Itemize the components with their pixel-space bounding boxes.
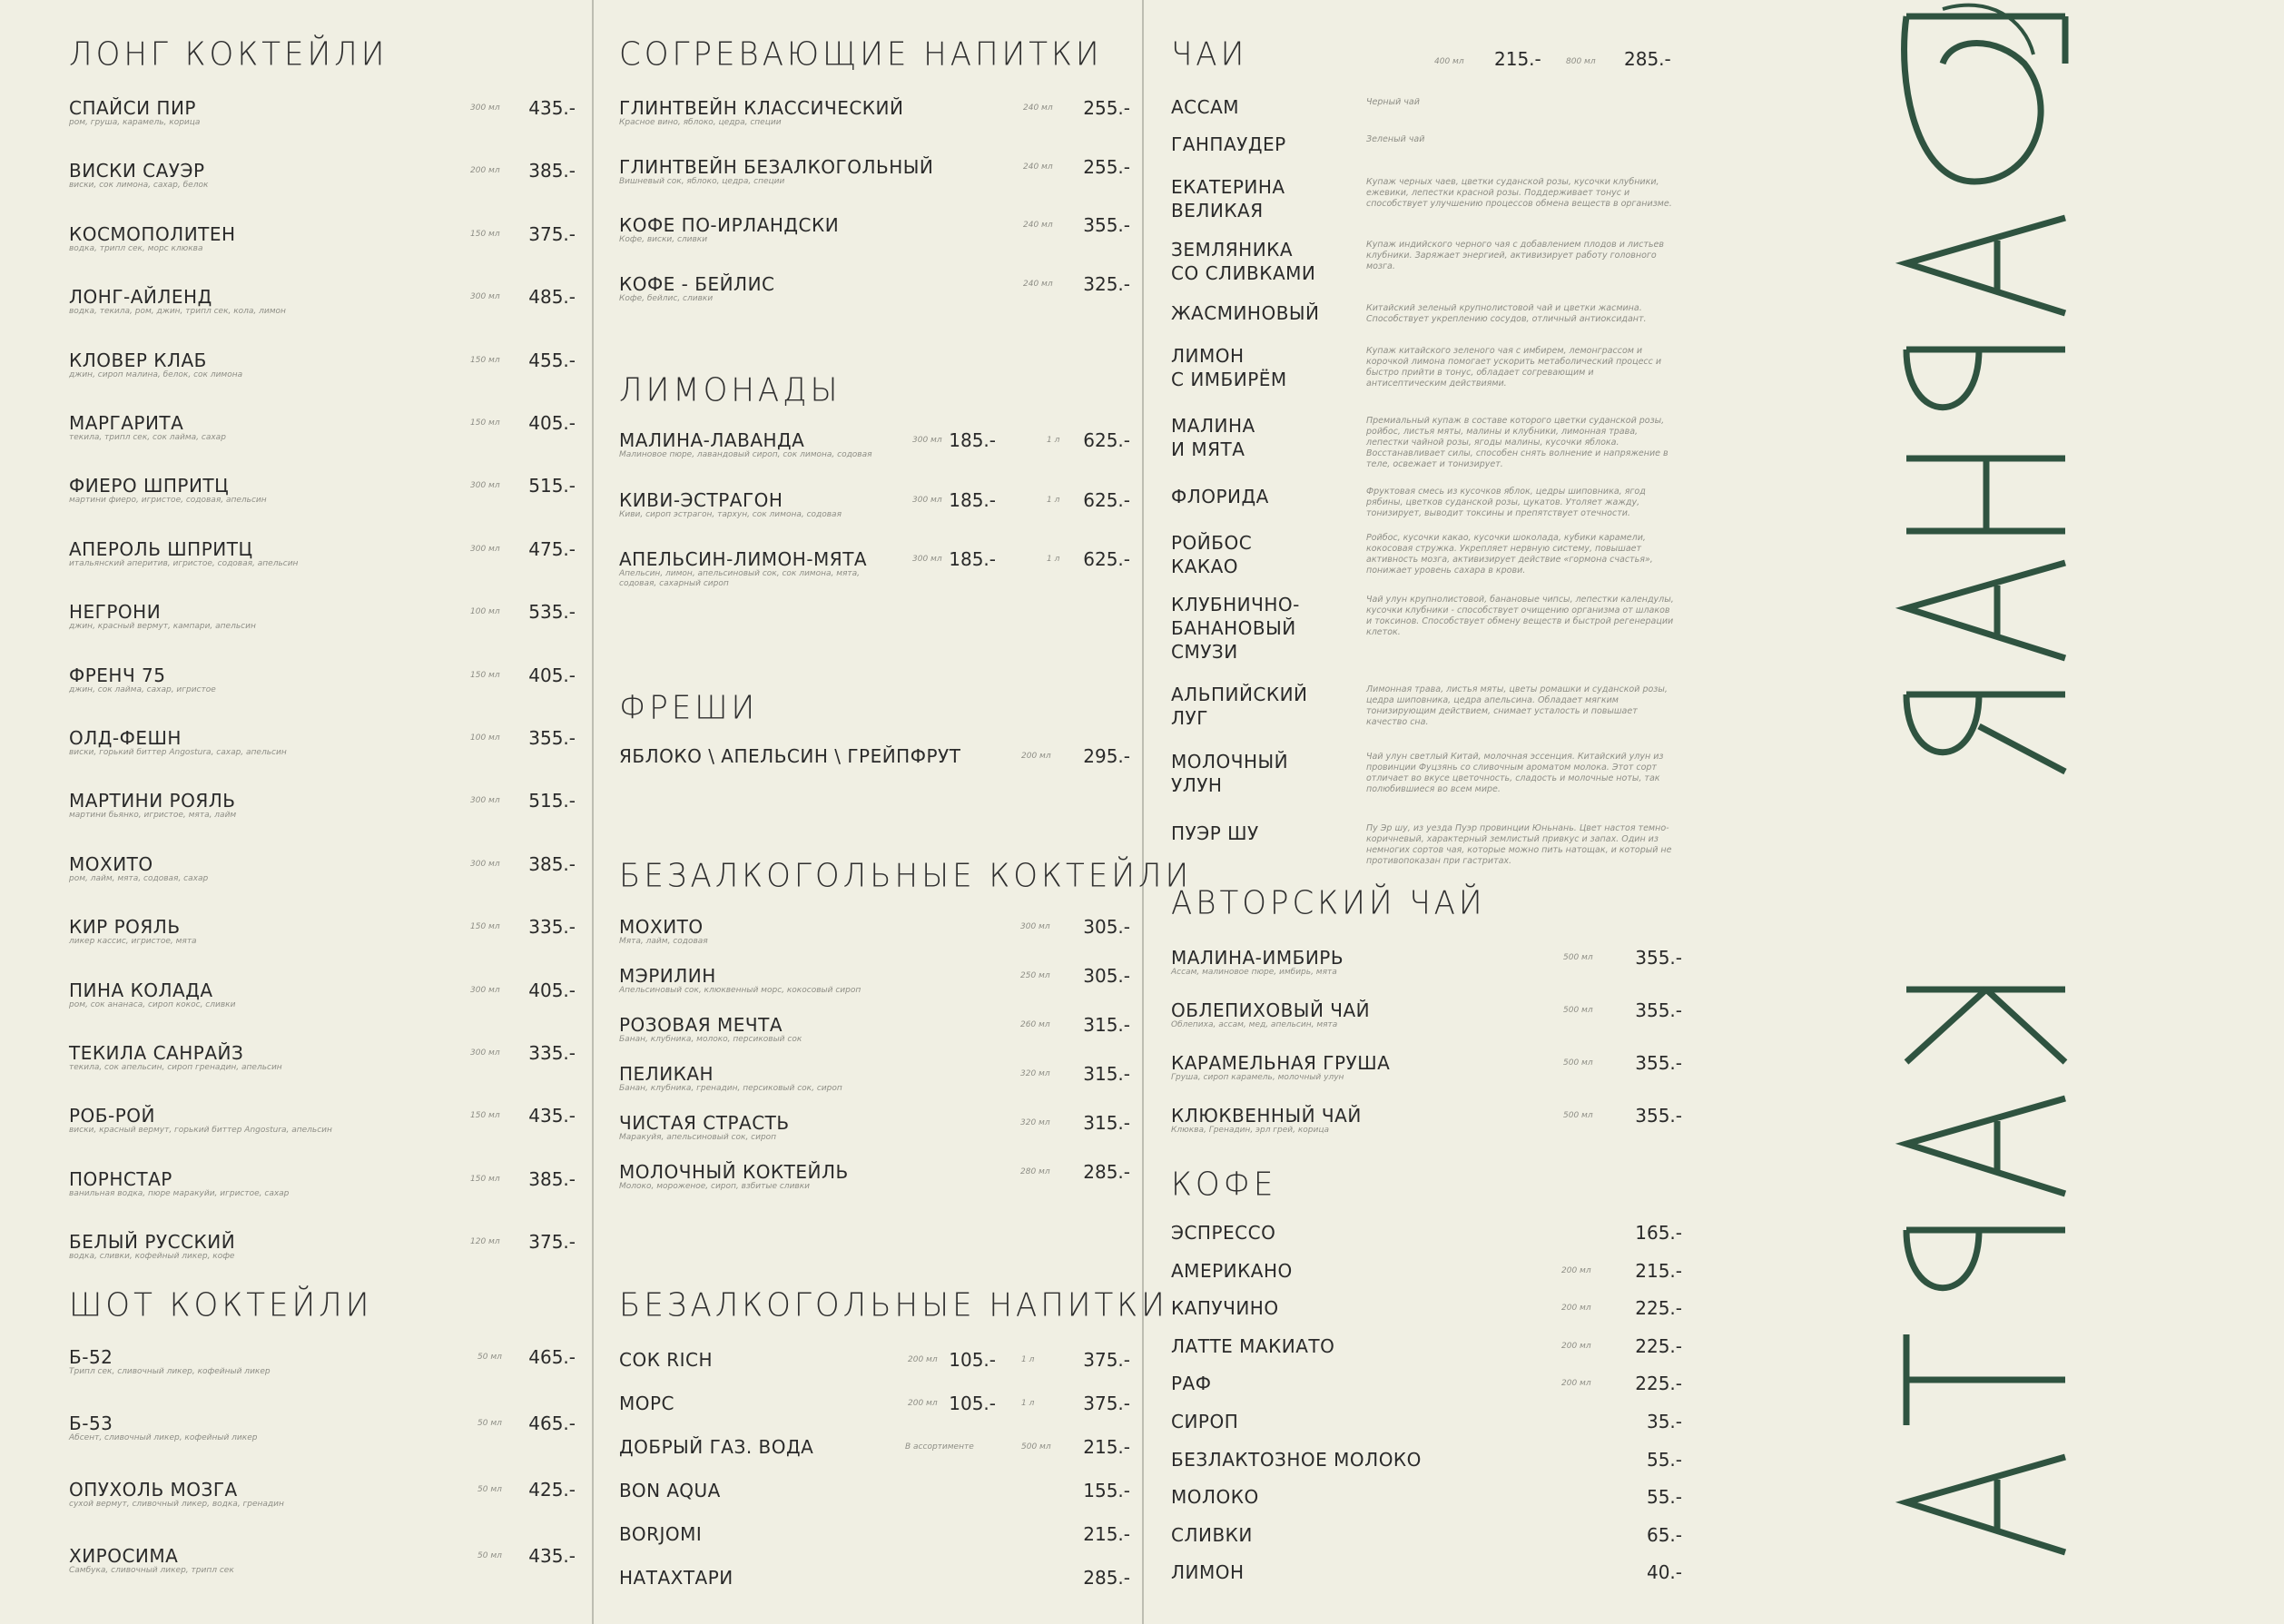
section-title-lemonades: ЛИМОНАДЫ: [619, 371, 842, 409]
long-cocktail-name: ФИЕРО ШПРИТЦ: [69, 475, 230, 497]
section-title-warming-drinks: СОГРЕВАЮЩИЕ НАПИТКИ: [619, 35, 1103, 74]
long-cocktail-description: виски, красный вермут, горький биттер Angostura, апельсин: [69, 1126, 332, 1136]
section-title-author-tea: АВТОРСКИЙ ЧАЙ: [1171, 884, 1486, 922]
lemonade-volume: 300 мл: [912, 495, 942, 505]
author-tea-volume: 500 мл: [1563, 953, 1593, 962]
na-drink-volume: 200 мл: [908, 1355, 938, 1364]
tea-description: Пу Эр шу, из уезда Пуэр провинции Юньнань. Цвет настоя темно-коричневый, характерный землистый привкус и запах. Один из немногих сортов чая, которые можно пить натощак, и который не противопоказан при гастритах.: [1366, 823, 1672, 866]
section-title-tea: ЧАИ: [1171, 35, 1248, 74]
na-cocktail-volume: 260 мл: [1020, 1020, 1050, 1029]
warming-drink-volume: 240 мл: [1023, 162, 1053, 172]
shot-cocktail-price: 435.-: [528, 1545, 576, 1567]
long-cocktail-price: 385.-: [528, 1167, 576, 1190]
author-tea-price: 355.-: [1635, 1105, 1682, 1127]
tea-name: ФЛОРИДА: [1171, 486, 1269, 507]
na-drink-price-2: 375.-: [1083, 1393, 1130, 1414]
tea-name: ПУЭР ШУ: [1171, 822, 1259, 844]
na-cocktail-name: РОЗОВАЯ МЕЧТА: [619, 1014, 783, 1036]
long-cocktail-volume: 100 мл: [470, 733, 500, 743]
long-cocktail-name: ТЕКИЛА САНРАЙЗ: [69, 1042, 244, 1064]
warming-drink-name: КОФЕ - БЕЙЛИС: [619, 272, 775, 295]
long-cocktail-description: водка, сливки, кофейный ликер, кофе: [69, 1252, 235, 1262]
author-tea-price: 355.-: [1635, 999, 1682, 1021]
vertical-title-logo: [1888, 0, 2088, 1624]
lemonade-volume-2: 1 л: [1047, 436, 1060, 445]
long-cocktail-name: РОБ-РОЙ: [69, 1105, 156, 1127]
na-drink-price-2: 375.-: [1083, 1349, 1130, 1371]
long-cocktail-volume: 300 мл: [470, 292, 500, 302]
tea-name: АССАМ: [1171, 96, 1240, 118]
lemonade-name: КИВИ-ЭСТРАГОН: [619, 488, 783, 511]
long-cocktail-volume: 200 мл: [470, 166, 500, 176]
shot-cocktail-price: 465.-: [528, 1346, 576, 1368]
warming-drink-description: Вишневый сок, яблоко, цедра, специи: [619, 176, 785, 186]
lemonade-description: Киви, сироп эстрагон, тархун, сок лимона, содовая: [619, 509, 842, 519]
coffee-name: СЛИВКИ: [1171, 1523, 1253, 1546]
coffee-name: ЛАТТЕ МАКИАТО: [1171, 1334, 1335, 1357]
lemonade-name: АПЕЛЬСИН-ЛИМОН-МЯТА: [619, 548, 868, 570]
na-drink-volume-2: 1 л: [1021, 1355, 1035, 1364]
na-cocktail-volume: 280 мл: [1020, 1167, 1050, 1176]
long-cocktail-name: МАРТИНИ РОЯЛЬ: [69, 790, 236, 812]
section-title-na-cocktails: БЕЗАЛКОГОЛЬНЫЕ КОКТЕЙЛИ: [619, 857, 1193, 895]
long-cocktail-description: водка, трипл сек, морс клюква: [69, 243, 203, 253]
lemonade-volume-2: 1 л: [1047, 555, 1060, 564]
shot-cocktail-volume: 50 мл: [477, 1485, 502, 1494]
tea-volume-small: 400 мл: [1434, 57, 1464, 66]
lemonade-price: 185.-: [949, 429, 996, 451]
author-tea-description: Клюква, Гренадин, эрл грей, корица: [1171, 1126, 1329, 1135]
long-cocktail-price: 515.-: [528, 475, 576, 497]
lemonade-price: 185.-: [949, 488, 996, 511]
na-drink-price-2: 215.-: [1083, 1436, 1130, 1458]
long-cocktail-price: 385.-: [528, 852, 576, 875]
na-cocktail-price: 285.-: [1083, 1161, 1130, 1183]
long-cocktail-description: ром, сок ананаса, сироп кокос, сливки: [69, 999, 236, 1009]
shot-cocktail-name: ХИРОСИМА: [69, 1545, 179, 1567]
tea-description: Купаж индийского черного чая с добавлением плодов и листьев клубники. Заряжает энергией, активизирует работу головного мозга.: [1366, 240, 1664, 271]
long-cocktail-price: 405.-: [528, 412, 576, 434]
author-tea-name: ОБЛЕПИХОВЫЙ ЧАЙ: [1171, 999, 1371, 1021]
long-cocktail-volume: 300 мл: [470, 544, 500, 554]
warming-drink-name: ГЛИНТВЕЙН БЕЗАЛКОГОЛЬНЫЙ: [619, 155, 934, 178]
section-title-na-drinks: БЕЗАЛКОГОЛЬНЫЕ НАПИТКИ: [619, 1286, 1168, 1324]
na-drink-name: ДОБРЫЙ ГАЗ. ВОДА: [619, 1436, 814, 1458]
long-cocktail-description: ром, лайм, мята, содовая, сахар: [69, 873, 209, 883]
coffee-price: 65.-: [1646, 1523, 1682, 1546]
long-cocktail-volume: 150 мл: [470, 670, 500, 680]
tea-description: Черный чай: [1366, 97, 1420, 107]
na-cocktail-volume: 320 мл: [1020, 1069, 1050, 1078]
na-drink-name: BORJOMI: [619, 1523, 703, 1545]
fresh-juice-name: ЯБЛОКО \ АПЕЛЬСИН \ ГРЕЙПФРУТ: [619, 745, 961, 767]
coffee-price: 225.-: [1635, 1334, 1682, 1357]
na-drink-price-2: 155.-: [1083, 1480, 1130, 1501]
shot-cocktail-price: 465.-: [528, 1412, 576, 1434]
author-tea-price: 355.-: [1635, 1052, 1682, 1074]
coffee-price: 225.-: [1635, 1373, 1682, 1395]
tea-description: Ройбос, кусочки какао, кусочки шоколада, кубики карамели, кокосовая стружка. Укрепляет нервную систему, повышает активность мозга, активизирует действие «гормона счастья», понижает уровень сахара в крови.: [1366, 533, 1653, 576]
tea-volume-large: 800 мл: [1566, 57, 1596, 66]
long-cocktail-volume: 300 мл: [470, 796, 500, 806]
tea-description: Чай улун светлый Китай, молочная эссенция. Китайский улун из провинции Фуцзянь со сливочным ароматом молока. Этот сорт отличает во вкусе цветочность, сладость и молочные ноты, так полюбившиеся во всем мире.: [1366, 752, 1664, 794]
long-cocktail-name: КОСМОПОЛИТЕН: [69, 222, 236, 245]
tea-name: ГАНПАУДЕР: [1171, 133, 1286, 155]
long-cocktail-name: ФРЕНЧ 75: [69, 664, 166, 686]
long-cocktail-volume: 300 мл: [470, 859, 500, 869]
na-cocktail-name: МЭРИЛИН: [619, 965, 716, 987]
coffee-price: 55.-: [1646, 1486, 1682, 1509]
long-cocktail-price: 515.-: [528, 790, 576, 812]
long-cocktail-name: КЛОВЕР КЛАБ: [69, 349, 207, 371]
tea-name: ЕКАТЕРИНА ВЕЛИКАЯ: [1171, 176, 1285, 221]
long-cocktail-description: джин, сок лайма, сахар, игристое: [69, 684, 216, 694]
na-cocktail-description: Молоко, мороженое, сироп, взбитые сливки: [619, 1182, 811, 1191]
long-cocktail-name: СПАЙСИ ПИР: [69, 97, 196, 119]
coffee-name: БЕЗЛАКТОЗНОЕ МОЛОКО: [1171, 1448, 1422, 1471]
tea-name: КЛУБНИЧНО- БАНАНОВЫЙ СМУЗИ: [1171, 594, 1300, 663]
na-cocktail-volume: 320 мл: [1020, 1118, 1050, 1127]
na-cocktail-volume: 250 мл: [1020, 971, 1050, 980]
lemonade-volume: 300 мл: [912, 555, 942, 564]
warming-drink-price: 255.-: [1083, 155, 1130, 178]
tea-description: Китайский зеленый крупнолистовой чай и цветки жасмина. Способствует укреплению сосудов, отличный антиоксидант.: [1366, 303, 1647, 324]
column-divider-left: [592, 0, 594, 1624]
long-cocktail-price: 405.-: [528, 979, 576, 1001]
long-cocktail-volume: 150 мл: [470, 1174, 500, 1184]
na-cocktail-volume: 300 мл: [1020, 922, 1050, 931]
long-cocktail-volume: 300 мл: [470, 481, 500, 491]
na-cocktail-description: Банан, клубника, гренадин, персиковый сок, сироп: [619, 1084, 842, 1093]
na-drink-price-2: 215.-: [1083, 1523, 1130, 1545]
na-cocktail-name: МОХИТО: [619, 916, 704, 938]
coffee-volume: 200 мл: [1561, 1265, 1591, 1275]
shot-cocktail-description: Самбука, сливочный ликер, трипл сек: [69, 1566, 234, 1575]
warming-drink-price: 255.-: [1083, 97, 1130, 119]
tea-description: Купаж черных чаев, цветки суданской розы, кусочки клубники, ежевики, лепестки красной розы. Поддерживает тонус и способствует улучшению процессов обмена веществ в организме.: [1366, 177, 1672, 209]
long-cocktail-name: ПОРНСТАР: [69, 1167, 172, 1190]
tea-description: Лимонная трава, листья мяты, цветы ромашки и суданской розы, цедра шиповника, цедра апельсина. Обладает мягким тонизирующим действием, снимает усталость и повышает качество сна.: [1366, 684, 1668, 727]
na-drink-name: МОРС: [619, 1393, 675, 1414]
tea-name: АЛЬПИЙСКИЙ ЛУГ: [1171, 684, 1308, 729]
long-cocktail-volume: 300 мл: [470, 1048, 500, 1058]
author-tea-volume: 500 мл: [1563, 1111, 1593, 1120]
na-drink-note: В ассортименте: [905, 1442, 974, 1452]
na-drink-name: BON AQUA: [619, 1480, 721, 1501]
long-cocktail-volume: 120 мл: [470, 1237, 500, 1247]
long-cocktail-volume: 300 мл: [470, 103, 500, 113]
lemonade-volume-2: 1 л: [1047, 495, 1060, 505]
na-drink-price: 105.-: [949, 1349, 996, 1371]
long-cocktail-volume: 150 мл: [470, 922, 500, 932]
long-cocktail-name: БЕЛЫЙ РУССКИЙ: [69, 1231, 236, 1254]
long-cocktail-volume: 150 мл: [470, 1111, 500, 1121]
warming-drink-volume: 240 мл: [1023, 221, 1053, 230]
na-drink-volume-2: 500 мл: [1021, 1442, 1051, 1452]
shot-cocktail-volume: 50 мл: [477, 1353, 502, 1362]
coffee-name: РАФ: [1171, 1373, 1212, 1395]
long-cocktail-description: ликер кассис, игристое, мята: [69, 937, 197, 947]
long-cocktail-name: ВИСКИ САУЭР: [69, 160, 205, 182]
shot-cocktail-volume: 50 мл: [477, 1551, 502, 1560]
na-drink-volume: 200 мл: [908, 1399, 938, 1408]
shot-cocktail-volume: 50 мл: [477, 1419, 502, 1428]
long-cocktail-price: 485.-: [528, 286, 576, 309]
na-cocktail-price: 315.-: [1083, 1014, 1130, 1036]
long-cocktail-name: КИР РОЯЛЬ: [69, 916, 181, 939]
na-cocktail-price: 305.-: [1083, 916, 1130, 938]
na-drink-price: 105.-: [949, 1393, 996, 1414]
shot-cocktail-name: Б-52: [69, 1346, 113, 1368]
lemonade-price: 185.-: [949, 548, 996, 570]
long-cocktail-volume: 300 мл: [470, 985, 500, 995]
coffee-name: АМЕРИКАНО: [1171, 1259, 1293, 1282]
coffee-name: МОЛОКО: [1171, 1486, 1259, 1509]
warming-drink-description: Красное вино, яблоко, цедра, специи: [619, 118, 782, 127]
vertical-title-svg: [1888, 0, 2088, 1624]
tea-name: ЗЕМЛЯНИКА СО СЛИВКАМИ: [1171, 239, 1316, 284]
na-drink-volume-2: 1 л: [1021, 1399, 1035, 1408]
tea-description: Купаж китайского зеленого чая с имбирем, лемонграссом и корочкой лимона помогает ускорить метаболический процесс и быстро прийти в тонус, обладает согревающим и антисептическим действиями.: [1366, 346, 1662, 389]
coffee-volume: 200 мл: [1561, 1379, 1591, 1389]
lemonade-description: Апельсин, лимон, апельсиновый сок, сок лимона, мята,: [619, 569, 861, 578]
section-title-long-cocktails: ЛОНГ КОКТЕЙЛИ: [69, 35, 389, 74]
long-cocktail-description: джин, красный вермут, кампари, апельсин: [69, 622, 256, 632]
section-title-fresh: ФРЕШИ: [619, 689, 759, 727]
long-cocktail-price: 375.-: [528, 222, 576, 245]
na-cocktail-name: МОЛОЧНЫЙ КОКТЕЙЛЬ: [619, 1161, 849, 1183]
tea-description: Премиальный купаж в составе которого цветки суданской розы, ройбос, листья мяты, малины и клубники, лимонная трава, лепестки чайной розы, ягоды малины, кусочки яблока. Восстанавливает силы, способен снять волнение и напряжение в теле, освежает и тонизирует.: [1366, 416, 1669, 469]
warming-drink-name: КОФЕ ПО-ИРЛАНДСКИ: [619, 214, 840, 236]
long-cocktail-description: текила, трипл сек, сок лайма, сахар: [69, 433, 226, 442]
na-cocktail-description: Апельсиновый сок, клюквенный морс, кокосовый сироп: [619, 986, 861, 995]
na-cocktail-price: 315.-: [1083, 1112, 1130, 1134]
author-tea-price: 355.-: [1635, 947, 1682, 969]
lemonade-description: Малиновое пюре, лавандовый сироп, сок лимона, содовая: [619, 450, 872, 459]
lemonade-volume: 300 мл: [912, 436, 942, 445]
long-cocktail-volume: 150 мл: [470, 229, 500, 239]
long-cocktail-description: ванильная водка, пюре маракуйи, игристое, сахар: [69, 1188, 290, 1198]
author-tea-description: Ассам, малиновое пюре, имбирь, мята: [1171, 968, 1337, 977]
shot-cocktail-description: Абсент, сливочный ликер, кофейный ликер: [69, 1433, 258, 1442]
tea-price-large: 285.-: [1624, 48, 1671, 70]
coffee-price: 55.-: [1646, 1448, 1682, 1471]
lemonade-price-2: 625.-: [1083, 488, 1130, 511]
na-cocktail-name: ЧИСТАЯ СТРАСТЬ: [619, 1112, 790, 1134]
lemonade-price-2: 625.-: [1083, 548, 1130, 570]
shot-cocktail-description: сухой вермут, сливочный ликер, водка, гренадин: [69, 1500, 284, 1509]
author-tea-name: МАЛИНА-ИМБИРЬ: [1171, 947, 1344, 969]
coffee-name: СИРОП: [1171, 1411, 1239, 1432]
warming-drink-price: 325.-: [1083, 272, 1130, 295]
long-cocktail-description: ром, груша, карамель, корица: [69, 118, 201, 127]
tea-name: МАЛИНА И МЯТА: [1171, 415, 1255, 460]
tea-name: ЖАСМИНОВЫЙ: [1171, 302, 1320, 324]
shot-cocktail-price: 425.-: [528, 1479, 576, 1501]
na-cocktail-description: Мята, лайм, содовая: [619, 937, 708, 946]
section-title-coffee: КОФЕ: [1171, 1166, 1277, 1204]
long-cocktail-description: итальянский аперитив, игристое, содовая, апельсин: [69, 558, 299, 568]
fresh-juice-price: 295.-: [1083, 745, 1130, 767]
shot-cocktail-name: Б-53: [69, 1412, 113, 1434]
section-title-shot-cocktails: ШОТ КОКТЕЙЛИ: [69, 1286, 373, 1324]
long-cocktail-price: 535.-: [528, 601, 576, 624]
long-cocktail-price: 335.-: [528, 916, 576, 939]
long-cocktail-price: 435.-: [528, 1105, 576, 1127]
na-cocktail-description: Банан, клубника, молоко, персиковый сок: [619, 1035, 802, 1044]
author-tea-description: Груша, сироп карамель, молочный улун: [1171, 1073, 1344, 1082]
long-cocktail-name: АПЕРОЛЬ ШПРИТЦ: [69, 537, 253, 560]
tea-name: ЛИМОН С ИМБИРЁМ: [1171, 345, 1287, 390]
coffee-name: ЛИМОН: [1171, 1561, 1245, 1584]
coffee-price: 40.-: [1646, 1561, 1682, 1584]
author-tea-name: КЛЮКВЕННЫЙ ЧАЙ: [1171, 1105, 1362, 1127]
na-drink-name: НАТАХТАРИ: [619, 1567, 733, 1589]
column-divider-right: [1142, 0, 1144, 1624]
long-cocktail-volume: 150 мл: [470, 355, 500, 365]
lemonade-description-2: содовая, сахарный сироп: [619, 579, 729, 588]
long-cocktail-name: ПИНА КОЛАДА: [69, 979, 213, 1001]
coffee-volume: 200 мл: [1561, 1341, 1591, 1351]
long-cocktail-price: 475.-: [528, 537, 576, 560]
warming-drink-description: Кофе, бейлис, сливки: [619, 293, 714, 303]
long-cocktail-name: МОХИТО: [69, 852, 153, 875]
long-cocktail-description: мартини бьянко, игристое, мята, лайм: [69, 811, 237, 821]
shot-cocktail-name: ОПУХОЛЬ МОЗГА: [69, 1479, 238, 1501]
coffee-name: КАПУЧИНО: [1171, 1297, 1279, 1320]
author-tea-description: Облепиха, ассам, мед, апельсин, мята: [1171, 1020, 1338, 1029]
coffee-price: 35.-: [1646, 1411, 1682, 1432]
long-cocktail-description: джин, сироп малина, белок, сок лимона: [69, 369, 243, 379]
na-cocktail-description: Маракуйя, апельсиновый сок, сироп: [619, 1133, 777, 1142]
warming-drink-volume: 240 мл: [1023, 279, 1053, 289]
coffee-price: 215.-: [1635, 1259, 1682, 1282]
shot-cocktail-description: Трипл сек, сливочный ликер, кофейный ликер: [69, 1367, 271, 1376]
long-cocktail-description: водка, текила, ром, джин, трипл сек, кола, лимон: [69, 307, 286, 317]
na-drink-name: СОК RICH: [619, 1349, 714, 1371]
coffee-name: ЭСПРЕССО: [1171, 1222, 1276, 1244]
long-cocktail-name: ОЛД-ФЕШН: [69, 727, 182, 749]
long-cocktail-name: МАРГАРИТА: [69, 412, 184, 434]
long-cocktail-description: виски, горький биттер Angostura, сахар, апельсин: [69, 748, 287, 757]
warming-drink-description: Кофе, виски, сливки: [619, 235, 708, 244]
author-tea-volume: 500 мл: [1563, 1058, 1593, 1068]
tea-price-small: 215.-: [1494, 48, 1541, 70]
coffee-price: 225.-: [1635, 1297, 1682, 1320]
tea-name: РОЙБОС КАКАО: [1171, 532, 1253, 577]
long-cocktail-description: текила, сок апельсин, сироп гренадин, апельсин: [69, 1063, 282, 1072]
coffee-volume: 200 мл: [1561, 1304, 1591, 1314]
long-cocktail-name: НЕГРОНИ: [69, 601, 162, 624]
na-cocktail-name: ПЕЛИКАН: [619, 1063, 714, 1085]
na-drink-price-2: 285.-: [1083, 1567, 1130, 1589]
tea-description: Зеленый чай: [1366, 134, 1425, 144]
coffee-price: 165.-: [1635, 1222, 1682, 1244]
long-cocktail-price: 385.-: [528, 160, 576, 182]
long-cocktail-volume: 150 мл: [470, 418, 500, 428]
long-cocktail-price: 455.-: [528, 349, 576, 371]
fresh-juice-volume: 200 мл: [1021, 752, 1051, 761]
tea-name: МОЛОЧНЫЙ УЛУН: [1171, 751, 1289, 796]
long-cocktail-price: 405.-: [528, 664, 576, 686]
long-cocktail-price: 375.-: [528, 1231, 576, 1254]
tea-description: Фруктовая смесь из кусочков яблок, цедры шиповника, ягод рябины, цветков суданской розы, цукатов. Утоляет жажду, тонизирует, выводит токсины и препятствует отечности.: [1366, 487, 1646, 518]
long-cocktail-price: 335.-: [528, 1042, 576, 1064]
author-tea-volume: 500 мл: [1563, 1006, 1593, 1015]
lemonade-price-2: 625.-: [1083, 429, 1130, 451]
warming-drink-volume: 240 мл: [1023, 103, 1053, 113]
long-cocktail-name: ЛОНГ-АЙЛЕНД: [69, 286, 212, 309]
long-cocktail-volume: 100 мл: [470, 607, 500, 617]
tea-description: Чай улун крупнолистовой, банановые чипсы, лепестки календулы, кусочки клубники - способствует очищению организма от шлаков и токсинов. Способствует обмену веществ и быстрой регенерации клеток.: [1366, 595, 1674, 637]
na-cocktail-price: 315.-: [1083, 1063, 1130, 1085]
long-cocktail-description: виски, сок лимона, сахар, белок: [69, 181, 209, 191]
long-cocktail-description: мартини фиеро, игристое, содовая, апельсин: [69, 496, 267, 506]
author-tea-name: КАРАМЕЛЬНАЯ ГРУША: [1171, 1052, 1391, 1074]
long-cocktail-price: 355.-: [528, 727, 576, 749]
warming-drink-name: ГЛИНТВЕЙН КЛАССИЧЕСКИЙ: [619, 97, 904, 119]
warming-drink-price: 355.-: [1083, 214, 1130, 236]
lemonade-name: МАЛИНА-ЛАВАНДА: [619, 429, 805, 451]
na-cocktail-price: 305.-: [1083, 965, 1130, 987]
long-cocktail-price: 435.-: [528, 97, 576, 119]
